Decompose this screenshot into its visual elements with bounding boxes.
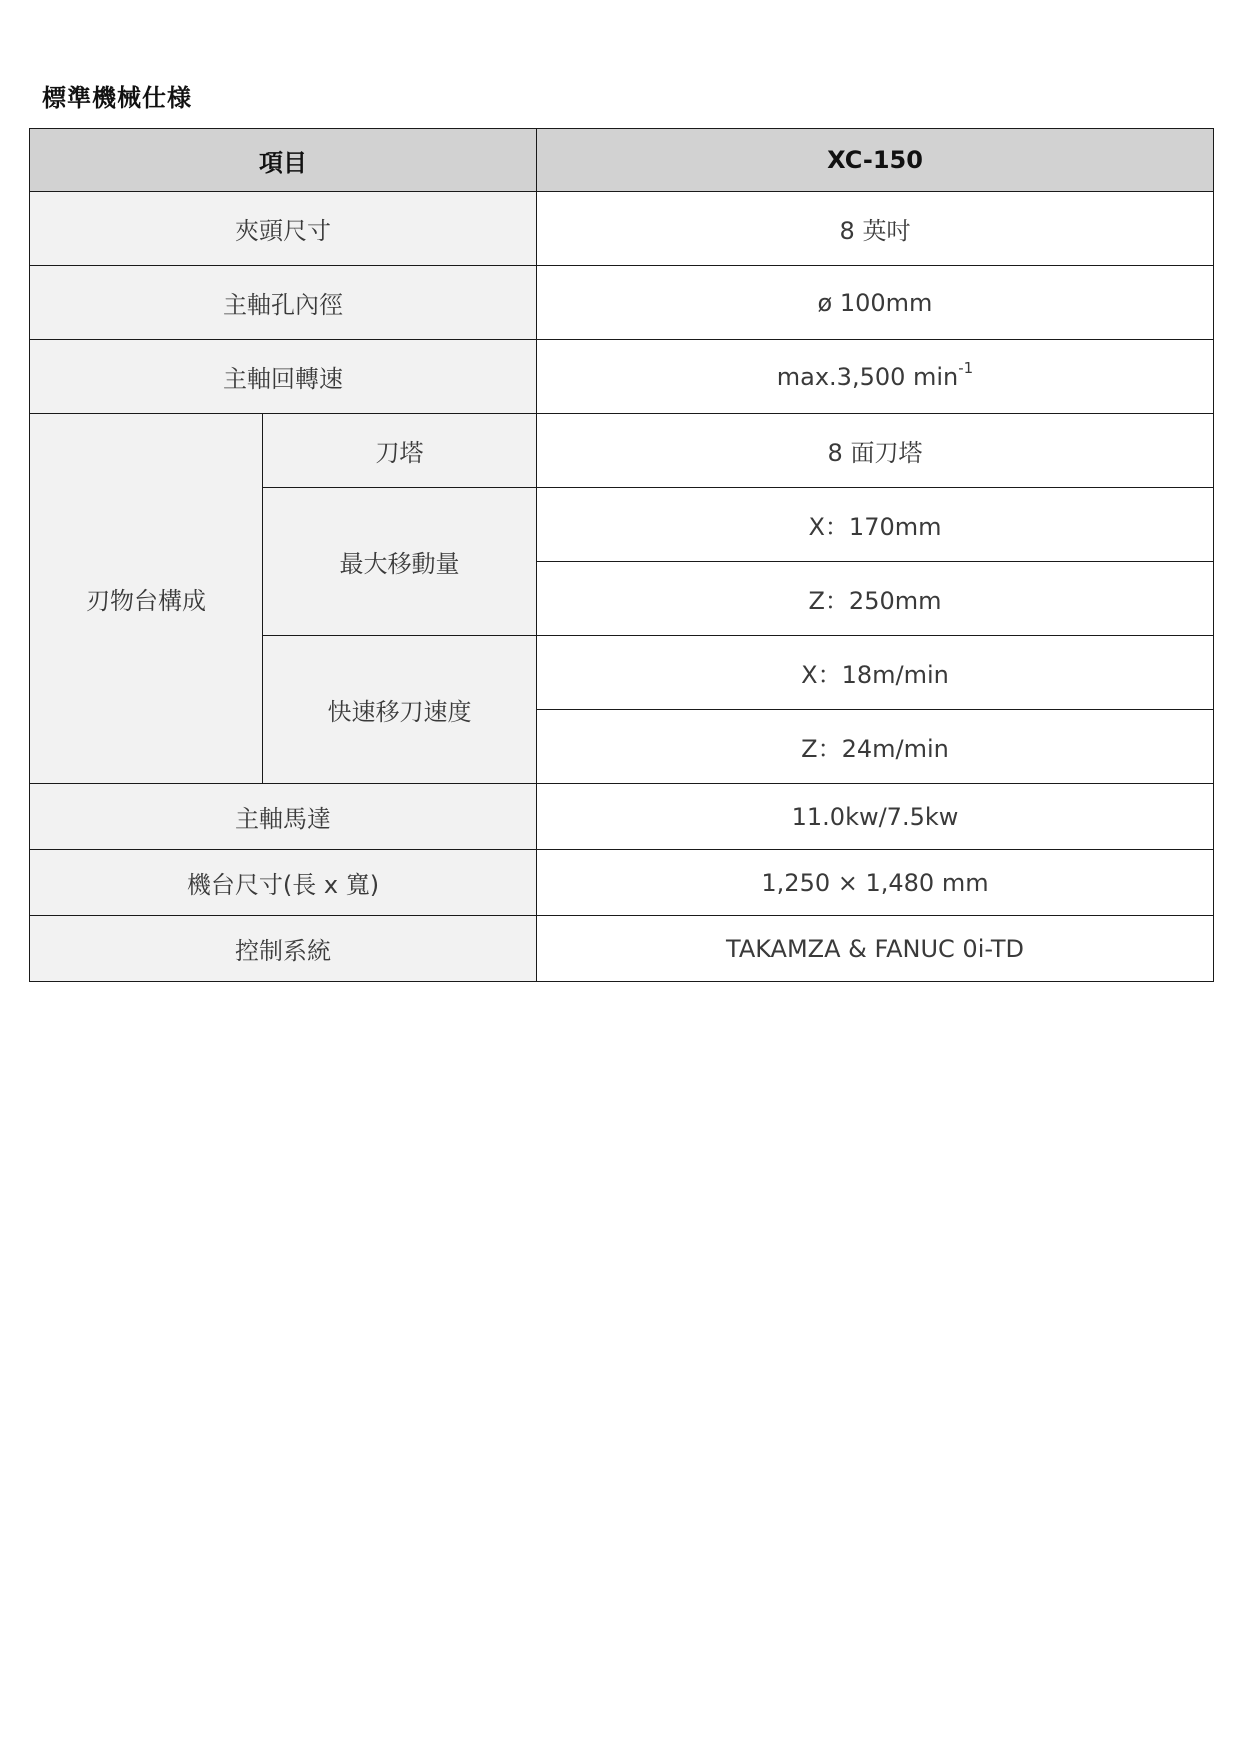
- spindle-motor-label: 主軸馬達: [30, 784, 537, 850]
- page-title: 標準機械仕様: [42, 84, 192, 112]
- spindle-speed-cell: [537, 340, 1214, 414]
- rapid-traverse-label: 快速移刀速度: [263, 636, 537, 784]
- table-row: [30, 340, 1214, 414]
- table-row: [30, 414, 1214, 488]
- max-travel-label: 最大移動量: [263, 488, 537, 636]
- table-row: [30, 916, 1214, 982]
- chuck-size-label: 夾頭尺寸: [30, 192, 537, 266]
- machine-size-value: 1,250 × 1,480 mm: [537, 850, 1214, 916]
- table-row: [30, 850, 1214, 916]
- turret-label: 刀塔: [263, 414, 537, 488]
- max-travel-x: X：170mm: [537, 488, 1214, 562]
- spindle-speed-value: max.3,500 min: [776, 362, 959, 391]
- table-header-row: [30, 129, 1214, 192]
- tool-post-label: 刃物台構成: [30, 414, 263, 784]
- header-item: 項目: [30, 129, 537, 192]
- chuck-size-value: 8 英吋: [537, 192, 1214, 266]
- rapid-traverse-z: Z：24m/min: [537, 710, 1214, 784]
- table-row: [30, 784, 1214, 850]
- turret-value: 8 面刀塔: [537, 414, 1214, 488]
- table-row: [30, 192, 1214, 266]
- spindle-speed-exponent: -1: [958, 358, 974, 377]
- spindle-motor-value: 11.0kw/7.5kw: [537, 784, 1214, 850]
- spec-table: [29, 128, 1214, 982]
- spindle-speed-label: 主軸回轉速: [30, 340, 537, 414]
- max-travel-z: Z：250mm: [537, 562, 1214, 636]
- control-system-label: 控制系統: [30, 916, 537, 982]
- table-row: [30, 266, 1214, 340]
- spindle-bore-value: ø 100mm: [537, 266, 1214, 340]
- rapid-traverse-x: X：18m/min: [537, 636, 1214, 710]
- spindle-bore-label: 主軸孔內徑: [30, 266, 537, 340]
- header-model: XC-150: [537, 129, 1214, 192]
- control-system-value: TAKAMZA & FANUC 0i-TD: [537, 916, 1214, 982]
- machine-size-label: 機台尺寸(長 x 寬): [30, 850, 537, 916]
